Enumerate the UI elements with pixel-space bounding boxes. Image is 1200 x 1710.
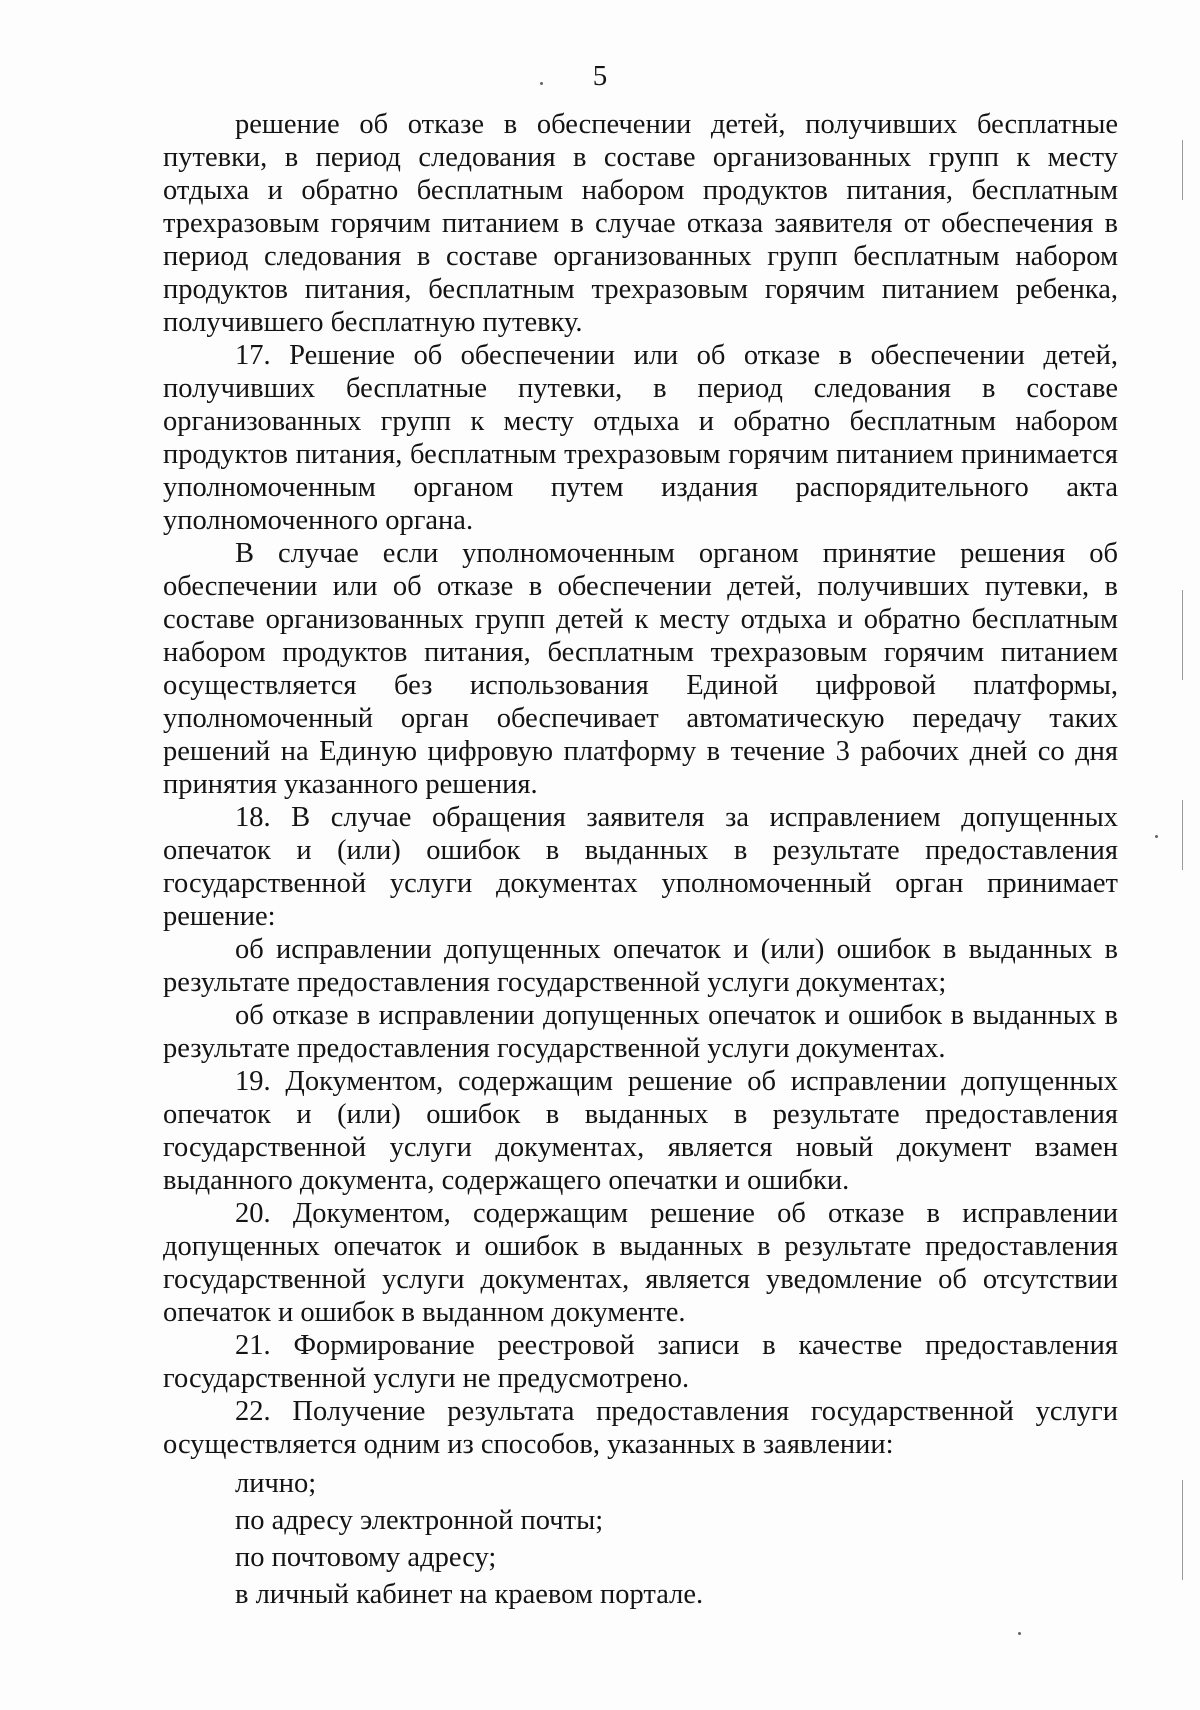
paragraph-17-platform: В случае если уполномоченным органом принятие решения об обеспечении или об отказе в обеспечении детей, получивших путевки, в составе организованных групп детей к месту отдыха и обратно бесплатным набором продуктов питания, бесплатным трехразовым горячим питанием осуществляется без использования Единой цифровой платформы, уполномоченный орган обеспечивает автоматическую передачу таких решений на Единую цифровую платформу в течение 3 рабочих дней со дня принятия указанного решения. bbox=[163, 538, 1118, 800]
paragraph-refusal-decision: решение об отказе в обеспечении детей, получивших бесплатные путевки, в период следования в составе организованных групп к месту отдыха и обратно бесплатным набором продуктов питания, бесплатным трехразовым горячим питанием в случае отказа заявителя от обеспечения в период следования в составе организованных групп бесплатным набором продуктов питания, бесплатным трехразовым горячим питанием ребенка, получившего бесплатную путевку. bbox=[163, 109, 1118, 338]
paragraph-22: 22. Получение результата предоставления государственной услуги осуществляется одним из способов, указанных в заявлении: bbox=[163, 1396, 1118, 1460]
list-item: по адресу электронной почты; bbox=[235, 1505, 604, 1536]
page-number: 5 bbox=[592, 60, 608, 92]
scan-edge-mark bbox=[1182, 1480, 1183, 1580]
list-item: лично; bbox=[235, 1468, 317, 1499]
paragraph-18-refusal: об отказе в исправлении допущенных опечаток и ошибок в выданных в результате предоставления государственной услуги документах. bbox=[163, 1000, 1118, 1064]
list-item: по почтовому адресу; bbox=[235, 1542, 497, 1573]
scan-edge-mark bbox=[1182, 800, 1183, 870]
delivery-methods-list bbox=[163, 1467, 1118, 1611]
scan-speck bbox=[540, 82, 543, 85]
paragraph-21: 21. Формирование реестровой записи в качестве предоставления государственной услуги не предусмотрено. bbox=[163, 1330, 1118, 1394]
document-body bbox=[163, 108, 1118, 1615]
paragraph-19: 19. Документом, содержащим решение об исправлении допущенных опечаток и (или) ошибок в выданных в результате предоставления государственной услуги документах, является новый документ взамен выданного документа, содержащего опечатки и ошибки. bbox=[163, 1066, 1118, 1196]
scan-speck bbox=[1018, 1632, 1021, 1635]
paragraph-18-correction: об исправлении допущенных опечаток и (или) ошибок в выданных в результате предоставления государственной услуги документах; bbox=[163, 934, 1118, 998]
list-item: в личный кабинет на краевом портале. bbox=[235, 1579, 704, 1610]
scan-edge-mark bbox=[1182, 590, 1183, 680]
paragraph-20: 20. Документом, содержащим решение об отказе в исправлении допущенных опечаток и ошибок в выданных в результате предоставления государственной услуги документах, является уведомление об отсутствии опечаток и ошибок в выданном документе. bbox=[163, 1198, 1118, 1328]
scan-speck bbox=[1155, 835, 1158, 838]
paragraph-18: 18. В случае обращения заявителя за исправлением допущенных опечаток и (или) ошибок в выданных в результате предоставления государственной услуги документах уполномоченный орган принимает решение: bbox=[163, 802, 1118, 932]
scan-edge-mark bbox=[1182, 140, 1183, 200]
paragraph-17: 17. Решение об обеспечении или об отказе в обеспечении детей, получивших бесплатные путевки, в период следования в составе организованных групп к месту отдыха и обратно бесплатным набором продуктов питания, бесплатным трехразовым горячим питанием принимается уполномоченным органом путем издания распорядительного акта уполномоченного органа. bbox=[163, 340, 1118, 536]
